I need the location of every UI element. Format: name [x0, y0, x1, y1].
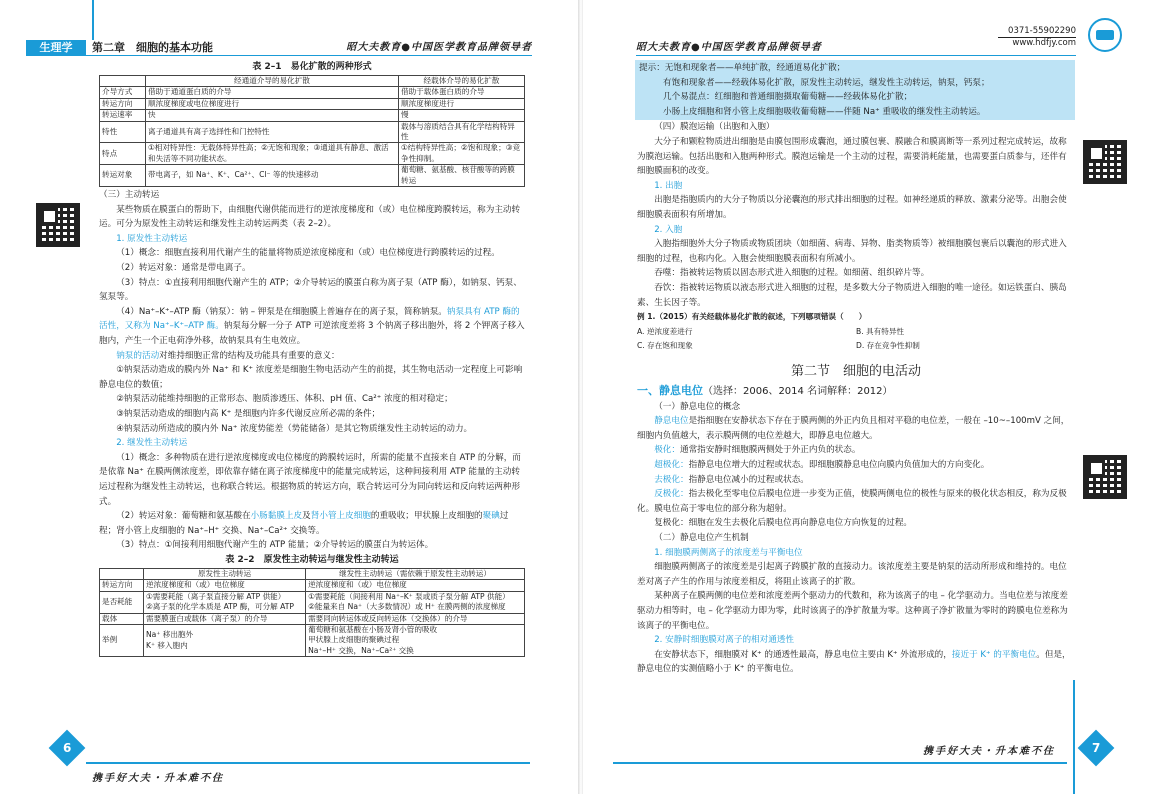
qr-code-icon: [1083, 140, 1127, 184]
paragraph: 入胞指细胞外大分子物质或物质团块（如细菌、病毒、异物、脂类物质等）被细胞膜包裹后以囊泡的形式进入细胞的过程，也称内化。入胞会使细胞膜表面积有所减小。: [637, 239, 1067, 264]
footer-divider: [1073, 680, 1075, 794]
table-row: [100, 110, 525, 121]
heading-text: 一、静息电位: [637, 383, 703, 397]
page-number-text: 6: [62, 740, 72, 755]
table-cell: 是否耗能: [100, 591, 144, 613]
table-cell: 逆浓度梯度和（或）电位梯度: [144, 580, 306, 591]
paragraph: 大分子和颗粒物质进出细胞是由膜包围形成囊泡，通过膜包裹、膜融合和膜离断等一系列过程完成转运，故称为膜泡运输。包括出胞和入胞两种形式。膜泡运输是一个主动的过程，需要消耗能量，也需要蛋白质参与，还伴有细胞膜面积的改变。: [637, 136, 1067, 177]
table-cell: 带电离子，如 Na⁺、K⁺、Ca²⁺、Cl⁻ 等的快速移动: [146, 165, 399, 187]
subsection-heading: 2. 入胞: [654, 224, 683, 235]
text-span: 对维持细胞正常的结构及功能具有重要的意义：: [159, 350, 340, 361]
paragraph: [637, 648, 1075, 677]
highlight-text: 去极化：: [654, 474, 689, 485]
paragraph: （2）转运对象：通常是带电离子。: [116, 263, 251, 274]
page-number-right: [1078, 730, 1115, 767]
table2-header: 原发性主动转运: [144, 568, 306, 579]
table-cell: ①需要耗能（间接利用 Na⁺–K⁺ 泵或质子泵分解 ATP 供能） ②能量来自 Na⁺（大多数情况）或 H⁺ 在膜两侧的浓度梯度: [306, 591, 525, 613]
highlight-text: 钠泵具有 ATP 酶的活性，又称为 Na⁺–K⁺–ATP 酶。: [99, 306, 520, 332]
highlight-text: 钠泵的活动: [116, 350, 160, 361]
table-cell: 葡萄糖和氨基酸在小肠及肾小管的吸收 甲状腺上皮细胞的聚碘过程 Na⁺–H⁺ 交换，Na⁺–Ca²⁺ 交换: [306, 624, 525, 656]
table-row: [100, 121, 525, 143]
footer-slogan: 携手好大夫・升本难不住: [923, 746, 1055, 757]
table-row: [100, 580, 525, 591]
table-cell: 逆浓度梯度和（或）电位梯度: [306, 580, 525, 591]
highlight-text: 极化：: [654, 445, 680, 456]
highlight-text: 超极化：: [654, 459, 689, 470]
paragraph: ②钠泵活动能维持细胞的正常形态、胞质渗透压、体积、pH 值、Ca²⁺ 浓度的相对稳定；: [116, 394, 453, 405]
brand-slogan: 昭大夫教育●中国医学教育品牌领导者: [636, 42, 822, 53]
section-heading: （三）主动转运: [99, 190, 160, 201]
table-cell: 顺浓度梯度或电位梯度进行: [146, 98, 399, 109]
subsection-heading: 2. 继发性主动转运: [116, 438, 188, 449]
tip-line: 有饱和现象者——经载体易化扩散，原发性主动转运，继发性主动转运，钠泵，钙泵；: [663, 77, 990, 88]
text-span: 在安静状态下，细胞膜对 K⁺ 的通透性最高，静息电位主要由 K⁺ 外流形成的，: [654, 649, 952, 660]
table2: [99, 568, 525, 657]
paragraph: [99, 349, 525, 364]
table1: [99, 75, 525, 187]
text-span: 钠泵每分解一分子 ATP 可逆浓度差将 3 个钠离子移出胞外，将 2 个钾离子移入胞内，产生一个正电荷净外移，故钠泵具有生电效应。: [99, 321, 525, 346]
table-cell: ①需要耗能（离子泵直接分解 ATP 供能） ②离子泵的化学本质是 ATP 酶，可分解 ATP: [144, 591, 306, 613]
right-content: [637, 60, 1075, 677]
table-cell: 顺浓度梯度进行: [398, 98, 524, 109]
phone-number: 0371-55902290: [998, 26, 1076, 38]
paragraph: [637, 487, 1075, 516]
text-span: 过程；肾小管上皮细胞的 Na⁺–H⁺ 交换、Na⁺–Ca²⁺ 交换等。: [99, 511, 509, 536]
header-divider: [92, 0, 94, 40]
footer-slogan: 携手好大夫・升本难不住: [92, 773, 224, 784]
table1-header: [100, 76, 146, 87]
paragraph: 细胞膜两侧离子的浓度差是引起离子跨膜扩散的直接动力。该浓度差主要是钠泵的活动所形成和维持的。电位差对离子产生的作用与浓度差相反，将阻止该离子的扩散。: [637, 562, 1067, 587]
table-cell: 转运对象: [100, 165, 146, 187]
table-cell: 借助于通道蛋白质的介导: [146, 87, 399, 98]
table-cell: 特性: [100, 121, 146, 143]
paragraph: （3）特点：①间接利用细胞代谢产生的 ATP 能量；②介导转运的膜蛋白为转运体。: [116, 540, 434, 551]
paragraph: （3）特点：①直接利用细胞代谢产生的 ATP；②介导转运的膜蛋白称为离子泵（ATP 酶），如钠泵、钙泵、氢泵等。: [99, 277, 522, 303]
table-cell: 离子通道具有离子选择性和门控特性: [146, 121, 399, 143]
footer-line: [86, 762, 530, 764]
heading-resting-potential: [637, 382, 1075, 400]
right-page: [583, 0, 1163, 794]
text-span: （2）转运对象：葡萄糖和氨基酸在: [116, 511, 251, 522]
tip-line: 小肠上皮细胞和肾小管上皮细胞吸收葡萄糖——伴随 Na⁺ 重吸收的继发性主动转运。: [663, 106, 986, 117]
left-content: [99, 60, 525, 657]
left-header: [26, 40, 532, 56]
page-number-left: [49, 730, 86, 767]
table-cell: 转运方向: [100, 580, 144, 591]
table-row: [100, 98, 525, 109]
website: www.hdfjy.com: [1012, 38, 1076, 48]
subject-tab: 生理学: [26, 40, 86, 56]
option-a: A. 逆浓度差进行: [637, 326, 693, 336]
page-number-text: 7: [1091, 740, 1101, 755]
table-row: [100, 613, 525, 624]
table-cell: 转运方向: [100, 98, 146, 109]
paragraph: 吞噬：指被转运物质以固态形式进入细胞的过程。如细菌、组织碎片等。: [654, 268, 930, 279]
paragraph: ④钠泵活动所造成的膜内外 Na⁺ 浓度势能差（势能储备）是其它物质继发性主动转运的动力。: [116, 423, 473, 434]
table-cell: 快: [146, 110, 399, 121]
text-span: 的重吸收；甲状腺上皮细胞的: [370, 511, 483, 522]
brand-slogan: 昭大夫教育●中国医学教育品牌领导者: [346, 42, 532, 53]
text-span: 指去极化至零电位后膜电位进一步变为正值，使膜两侧电位的极性与原来的极化状态相反，称为反极化。膜电位高于零电位的部分称为超射。: [637, 489, 1067, 514]
paragraph: [637, 473, 1075, 488]
table-cell: 需要膜蛋白或载体（离子泵）的介导: [144, 613, 306, 624]
paragraph: ①钠泵活动造成的膜内外 Na⁺ 和 K⁺ 浓度差是细胞生物电活动产生的前提，其生物电活动一定程度上可影响静息电位的数值；: [99, 365, 523, 390]
section-heading: （二）静息电位产生机制: [654, 532, 749, 543]
text-span: 是指细胞在安静状态下存在于膜两侧的外正内负且相对平稳的电位差，一般在 –10~–100mV 之间，细胞内负值越大，表示膜两侧的电位差越大，即静息电位越大。: [637, 416, 1070, 441]
footer-line: [613, 762, 1067, 764]
table-cell: 借助于载体蛋白质的介导: [398, 87, 524, 98]
paragraph: （1）概念：细胞直接利用代谢产生的能量将物质逆浓度梯度和（或）电位梯度进行跨膜转运的过程。: [116, 248, 500, 259]
table-cell: 葡萄糖、氨基酸、核苷酸等的跨膜转运: [398, 165, 524, 187]
example-stem: 例 1.（2015）有关经载体易化扩散的叙述，下列哪项错误（ ）: [637, 312, 867, 322]
paragraph: [637, 414, 1075, 443]
example-question: [637, 310, 1075, 354]
left-page: [0, 0, 580, 794]
highlight-text: 肾小管上皮细胞: [310, 511, 371, 522]
table-row: [100, 87, 525, 98]
paragraph: 吞饮：指被转运物质以液态形式进入细胞的过程，是多数大分子物质进入细胞的唯一途径。如运铁蛋白、胰岛素、生长因子等。: [637, 282, 1067, 308]
paragraph: 复极化：细胞在发生去极化后膜电位再向静息电位方向恢复的过程。: [654, 518, 913, 529]
table-row: [100, 624, 525, 656]
subsection-heading: 2. 安静时细胞膜对离子的相对通透性: [654, 635, 795, 646]
example-options: [637, 325, 1075, 354]
table-cell: ①相对特异性：无载体特异性高；②无饱和现象；③通道具有静息、激活和失活等不同功能状态。: [146, 143, 399, 165]
highlight-text: 聚碘: [482, 511, 500, 522]
section-title: 第二节 细胞的电活动: [790, 363, 921, 379]
highlight-text: 静息电位: [654, 416, 689, 427]
highlight-text: 小肠黏膜上皮: [250, 511, 303, 522]
table2-header: [100, 568, 144, 579]
table-cell: 介导方式: [100, 87, 146, 98]
table-cell: 转运速率: [100, 110, 146, 121]
table-row: [100, 143, 525, 165]
text-span: 。但是，静息电位的实测值略小于 K⁺ 的平衡电位。: [637, 649, 1071, 675]
table-row: [100, 591, 525, 613]
chapter-title: 第二章 细胞的基本功能: [92, 41, 213, 54]
table2-caption: 表 2–2 原发性主动转运与继发性主动转运: [225, 554, 399, 565]
text-span: 通常指安静时细胞膜两侧处于外正内负的状态。: [679, 445, 861, 456]
text-span: 指静息电位增大的过程或状态。即细胞膜静息电位向膜内负值加大的方向变化。: [688, 459, 990, 470]
exam-note: （选择：2006、2014 名词解释：2012）: [703, 385, 893, 397]
brand-logo-icon: [1088, 18, 1122, 52]
table-cell: 举例: [100, 624, 144, 656]
right-header: [636, 40, 1076, 56]
table1-header: 经载体介导的易化扩散: [398, 76, 524, 87]
subsection-heading: 1. 细胞膜两侧离子的浓度差与平衡电位: [654, 547, 803, 558]
text-span: （4）Na⁺–K⁺–ATP 酶（钠泵）：钠 – 钾泵是在细胞膜上普遍存在的离子泵，简称钠泵。: [116, 306, 447, 317]
table-cell: 载体与溶质结合具有化学结构特异性: [398, 121, 524, 143]
table-cell: 需要同向转运体或反向转运体（交换体）的介导: [306, 613, 525, 624]
text-span: 及: [302, 511, 311, 522]
paragraph: [637, 443, 1075, 458]
text-span: 指静息电位减小的过程或状态。: [688, 474, 809, 485]
table-cell: 慢: [398, 110, 524, 121]
subsection-heading: 1. 原发性主动转运: [116, 233, 188, 244]
table-row: [100, 165, 525, 187]
paragraph: ③钠泵活动造成的细胞内高 K⁺ 是细胞内许多代谢反应所必需的条件；: [116, 408, 381, 419]
paragraph: 出胞是指胞质内的大分子物质以分泌囊泡的形式排出细胞的过程。如神经递质的释放、激素分泌等。出胞会使细胞膜表面积有所增加。: [637, 195, 1067, 220]
paragraph: 某些物质在膜蛋白的帮助下，由细胞代谢供能而进行的逆浓度梯度和（或）电位梯度跨膜转运，称为主动转运。可分为原发性主动转运和继发性主动转运两类（表 2–2）。: [99, 204, 521, 230]
highlight-text: 反极化：: [654, 489, 689, 500]
paragraph: [99, 509, 525, 538]
table2-header: 继发性主动转运（需依赖于原发性主动转运）: [306, 568, 525, 579]
table1-caption: 表 2–1 易化扩散的两种形式: [252, 62, 372, 72]
option-c: C. 存在饱和现象: [637, 341, 693, 351]
subsection-heading: 1. 出胞: [654, 180, 683, 191]
paragraph: [637, 458, 1075, 473]
highlight-text: 接近于 K⁺ 的平衡电位: [951, 649, 1037, 660]
paragraph: [99, 305, 525, 349]
table1-header: 经通道介导的易化扩散: [146, 76, 399, 87]
table-cell: ①结构特异性高；②饱和现象；③竞争性抑制。: [398, 143, 524, 165]
qr-code-icon: [1083, 455, 1127, 499]
paragraph: 某种离子在膜两侧的电位差和浓度差两个驱动力的代数和，称为该离子的电 – 化学驱动力。当电位差与浓度差驱动力相等时，电 – 化学驱动力即为零，此时该离子的净扩散量为零。这种离子净扩散量为零时的跨膜电位差称为该离子的平衡电位。: [637, 591, 1068, 631]
section-heading: （四）膜泡运输（出胞和入胞）: [654, 122, 775, 133]
table-cell: 载体: [100, 613, 144, 624]
qr-code-icon: [36, 203, 80, 247]
section-heading: （一）静息电位的概念: [654, 401, 741, 412]
option-d: D. 存在竞争性抑制: [856, 341, 920, 351]
tip-line: 提示：无饱和现象者——单纯扩散，经通道易化扩散；: [639, 63, 846, 73]
table-cell: 特点: [100, 143, 146, 165]
option-b: B. 具有特异性: [856, 326, 905, 336]
paragraph: （1）概念：多种物质在进行逆浓度梯度或电位梯度的跨膜转运时，所需的能量不直接来自 ATP 的分解，而是依靠 Na⁺ 在膜两侧浓度差，即依靠存储在离子浓度梯度中的能量完成转运，这种间接利用 ATP 能量的主动转运过程称为继发性主动转运，也称联合转运。根据物质的转运方向，联合转运可分为同向转运和反向转运两种形式。: [99, 452, 521, 507]
tip-box: [635, 60, 1075, 120]
table-cell: Na⁺ 移出胞外 K⁺ 移入胞内: [144, 624, 306, 656]
tip-line: 几个易混点：红细胞和普通细胞摄取葡萄糖——经载体易化扩散；: [663, 92, 913, 103]
